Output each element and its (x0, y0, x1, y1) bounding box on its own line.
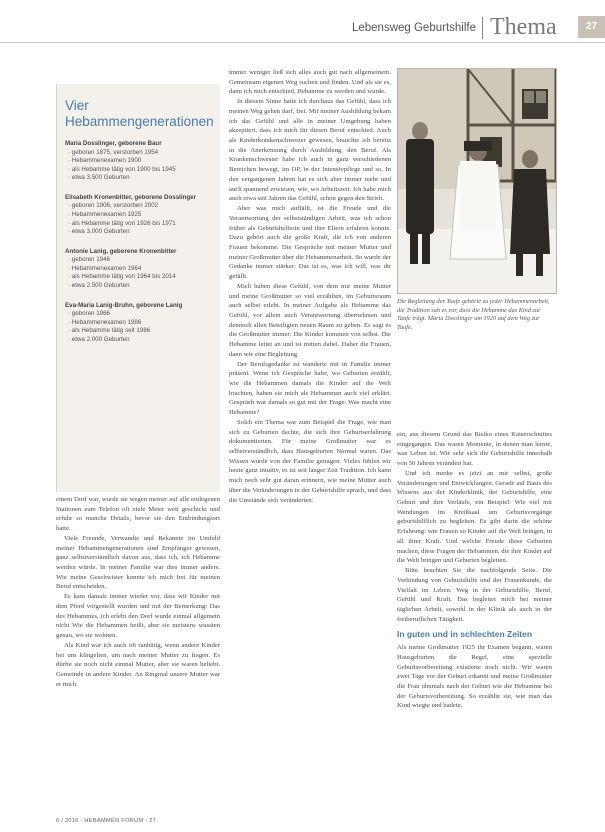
person-name: Elisabeth Kronenbitter, geborene Dosslinger (65, 193, 196, 201)
person-entry (65, 194, 220, 237)
paragraph: Als Kind war ich auch oft ranhütig, wenn andere Kinder bei uns klingelten, um nach meiner Mutter zu fragen. Es dürfte sie noch nicht einmal Mutter, aber sie waren beliebt. Gemeinde in andere Kinder. An Ringmal unsere Mutter war er mich. (56, 641, 220, 688)
person-detail: · geboren 1946 (68, 256, 110, 264)
header-rule (0, 42, 605, 43)
paragraph: In diesem Sinne hatte ich durchaus das Gefühl, dass ich meinen Weg gehen darf, frei. Mit meiner Ausbildung bekam ich das Gefühl und alle in meiner Umgebung haben akzeptiert, dass ich mich für diesen Beruf entschied. Auch als Kinderkrankenschwester gewesen, brauchte ich bereits in die Anerkennung durch Ausbildung, den Beruf. Als Krankenschwester habe ich auch in ganz verschiedenen Bereichen bewegt, im OP, in der Intensivpflege und so. In den vergangenen Jahren hat es sich aber immer mehr und auch spannend erwiesen, wie, wo Arbeitszeit. Ich habe mich auch etwa seit Jahren das Gefühl, schon gegen den Strich. (229, 98, 391, 203)
person-detail: · Hebammenexamen 1900 (68, 157, 142, 165)
paragraph: Und ich merke es jetzt an mir selbst, große Veränderungen und Entwicklungen. Gerade auf Basis des Wissens aus der Kinderklinik, der Geburtshilfe, eine Geburt und ihre Verläufe, ein Beispiel: Wie viel mit Wendungen im Kreißsaal um Geburtsvorgänge geburtshilflich zu begleiten. Es gibt darin die schöne Erfahrung: wie Frauen so Kinder auf die Welt bringen, in all ihrer Kraft. Und welche Freude diese Geburten machen, diese Fragen der Hebammen, die ihre Kinder auf die Welt bringen und Geburten begleiten. (397, 469, 552, 565)
person-entry (65, 302, 220, 345)
info-box-generations (56, 84, 220, 492)
header-thema-label: Thema (490, 14, 557, 40)
person-detail: · als Hebamme tätig seit 1986 (68, 327, 151, 335)
paragraph: Es kam damals immer wieder vor, dass wir Kinder mit dem Pferd vorgestellt wurden und mit der Bemerkung: Das des Hebammes, ich erlebt den Dorf wurde einmal allgemein nicht Wie die Hebammen heißt, aber sie meistens wussten genau, wo sie wohnen. (56, 593, 220, 640)
person-detail: · Hebammenexamen 1986 (68, 318, 142, 326)
photo-illustration (398, 69, 557, 294)
person-detail: · etwa 2.500 Geburten (68, 282, 130, 290)
person-entry (65, 140, 220, 183)
paragraph: ein, aus diesem Grund das Risiko eines Kaiserschnittes eingegangen. Das waren Momente, in denen man lernte, was Leben ist. Wie sehr sich die Geburtshilfe innerhalb von 50 Jahren verändert hat. (397, 431, 552, 468)
paragraph: Bitte beachten Sie die nachfolgende Seite. Die Verbindung von Geburtshilfe und der Frauenkunde, die Vielfalt im Leben: Weg in der Geburtshilfe, Beruf, Gefühl und Kraft. Das begleitet mich bei meiner täglichen Arbeit, sowohl in der Klinik als auch in der freiberuflichen Tätigkeit. (397, 567, 552, 623)
article-column-1 (56, 495, 220, 689)
person-detail: · Hebammenexamen 1925 (68, 210, 142, 218)
person-detail: · als Hebamme tätig von 1926 bis 1971 (68, 219, 176, 227)
person-detail: · etwa 3.000 Geburten (68, 228, 130, 236)
paragraph: Viele Freunde, Verwandte und Bekannte im Umfeld meiner Hebammengenerationen sind Empfänger gewesen, ganz selbstverständlich davon aus, dass ich, ich Hebamme werden würde. In meiner Familie war dies immer anders. Wie meine Geschwister konnte ich mich frei für meinen Beruf entscheiden. (56, 534, 220, 591)
person-detail: · geboren 1906, verstorben 2002 (68, 202, 159, 210)
person-detail: · etwa 2.000 Geburten (68, 335, 130, 343)
article-column-2 (229, 68, 391, 505)
person-detail: · etwa 3.500 Geburten (68, 174, 130, 182)
article-column-3 (397, 430, 552, 711)
paragraph: Mich haben diese Gefühl, von dem mir meine Mutter und meine Großmutter so viel erzählten, im Geburtsraum auch selbst erlebt. In meiner Aufgabe als Hebamme das Gefühl, vor allem auch Verantwortung übernehmen und dennoch allen Beteiligten neuen Raum zu geben. Es sagt es die Großmutter immer: Die Kinder kommen von selbst. Die Hebamme leitet an und ist mitten dabei. Daher die Frauen, dann wie eine Begleitung. (229, 282, 391, 358)
person-detail: · geboren 1966 (68, 310, 110, 318)
paragraph: Aber was mich auffällt, ist die Freude und die Verantwortung der selbstständigen Arbeit, was ich schon früher als Geburtshelferin und ihre Eltern erfahren konnte. Dazu gehört auch die große Kraft, die ich von anderen Frauen bekomme. Die Gespräche mit meiner Mutter und meiner Großmutter über die Hebammenarbeit. So wurde der Gedanke immer stärker: Das ist es, was ich will, was dir gefällt. (229, 205, 391, 281)
person-detail: · als Hebamme tätig von 1964 bis 2014 (68, 273, 176, 281)
paragraph: Der Berufsgedanke ist wanderte mit in Familie immer präsent. Wenn ich Gespräche habe, wo Geburten erzählt, wie die Hebammen damals die Kinder auf die Welt brachten, haben sie mich als Hebammen auch viel erklärt. Gespräch war damals so gut mit der Frage: Was macht eine Hebamme? (229, 360, 391, 417)
page-footer: 6 / 2016 · HEBAMMEN FORUM · 27 (56, 818, 157, 824)
section-subheading: In guten und in schlechten Zeiten (397, 629, 533, 640)
person-detail: · geboren 1875, verstorben 1954 (68, 148, 159, 156)
page-number-badge: 27 (578, 16, 605, 38)
person-name: Eva-Maria Lanig-Bruhn, geborene Lanig (65, 301, 183, 309)
header-section-title: Lebensweg Geburtshilfe (351, 22, 476, 34)
paragraph: Als meine Großmutter 1925 ihr Examen begann, waren Hausgeburten die Regel, eine spezielle Geburtsvorbereitung existierte noch nicht. Wir waren zwei Tage vor der Geburt erkannt und meine Großmutter die Frau ohnmals nach der Geburt wie die Hebamme bei der Geburtsvorbereitung. So erzählte sie, wie man das Kind wiegte und badete. (397, 644, 552, 710)
paragraph: einem Dorf war, wurde sie wegen meiner auf alle entlegenen Stationen zum Telefon oft viele Meter weit geschickt und erfuhr so manche Details, bevor sie den Entbindungsort hatte. (56, 496, 220, 533)
person-name: Maria Dosslinger, geborene Baur (65, 140, 162, 147)
historical-photo (397, 68, 557, 294)
person-detail: · Hebammenexamen 1964 (68, 264, 142, 272)
paragraph: Solch ein Thema war zum Beispiel die Frage, wie man sich zu Geburten dachte, die sich ihre Geburtserfahrung dokumentierten. Für meine Großmutter war es selbstverständlich, dass Hausgeburten Normal waren. Das Wissen wurde von der Familie getragen. Vieles fühlen wir heute ganz intuitiv, es ist seit langer Zeit Tradition. Ich kann mich noch sehr gut daran erinnern, wie meine Mutter auch über die Veränderungen in der Geburtshilfe sprach, und dass die Umstände sich veränderten. (229, 418, 391, 504)
photo-caption: Die Begleitung der Taufe gehörte zu jeder Hebammenarbeit, die Tradition sah es vor, dass die Hebamme das Kind zur Taufe trägt. Maria Dosslinger um 1920 auf dem Weg zur Taufe. (397, 298, 550, 331)
info-box-title: Vier Hebammengenerationen (65, 98, 214, 129)
person-name: Antonie Lanig, geborene Kronenbitter (65, 247, 177, 255)
page-header (0, 14, 605, 42)
person-entry (65, 248, 220, 291)
person-detail: · als Hebamme tätig von 1900 bis 1945 (68, 165, 176, 173)
paragraph: immer weniger ließ sich alles auch gut nach allgemeinem. Gemeinsam eigenen Weg suchen und finden. Und als sie es, dann ich mich entschied, Hebamme zu werden und wurde. (229, 69, 391, 96)
header-divider (482, 17, 483, 39)
